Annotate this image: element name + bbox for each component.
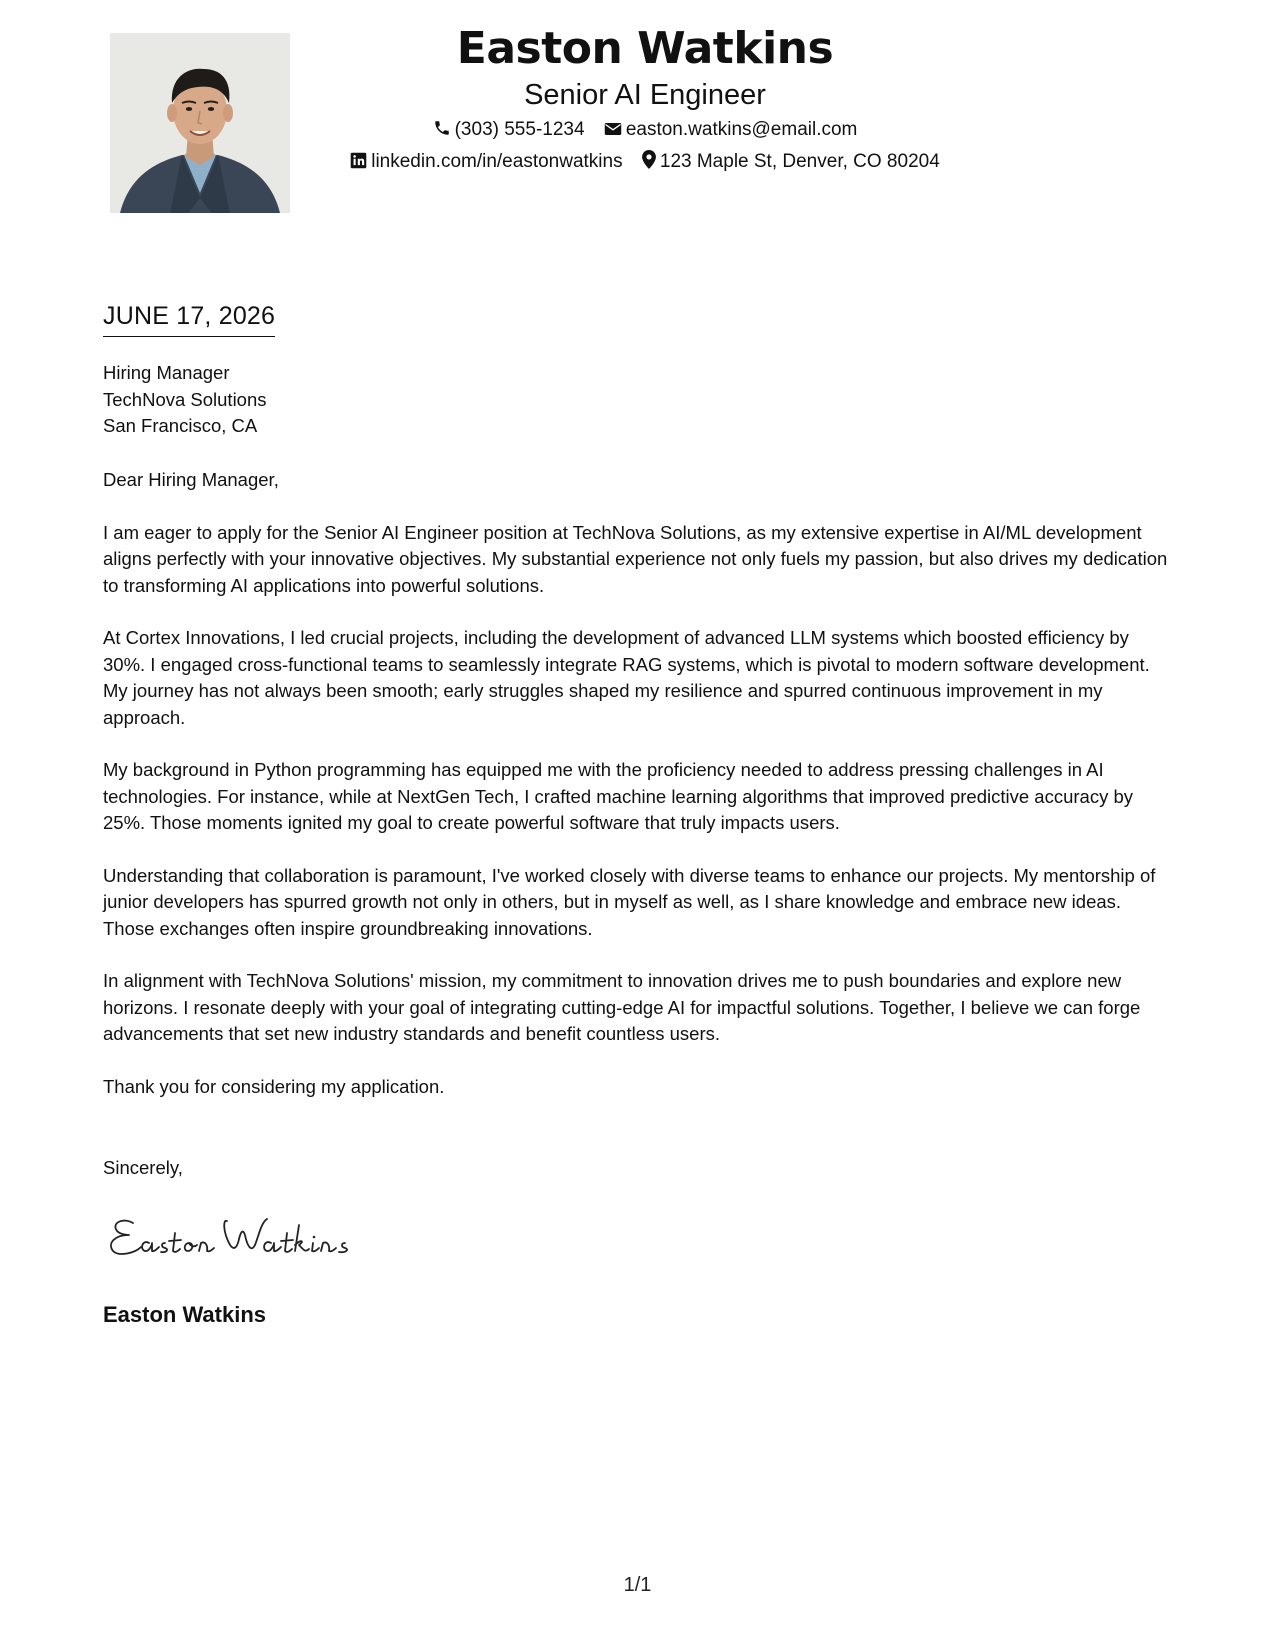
body-paragraph: In alignment with TechNova Solutions' mission, my commitment to innovation drives me to push boundaries and explore new horizons. I resonate deeply with your goal of integrating cutting-edge AI for impactful solutions. Together, I believe we can forge advancements that set new industry standards and benefit countless users. (103, 970, 1141, 1044)
envelope-icon (604, 120, 622, 144)
phone-contact[interactable] (433, 118, 585, 144)
signer-name: Easton Watkins (103, 1302, 266, 1327)
phone-icon (433, 119, 451, 144)
contact-row-secondary (290, 150, 1000, 176)
body-paragraph: Thank you for considering my application. (103, 1075, 445, 1097)
letter-body (103, 467, 1173, 1126)
applicant-title: Senior AI Engineer (524, 79, 766, 111)
map-marker-icon (642, 150, 656, 176)
salutation: Dear Hiring Manager, (103, 469, 279, 490)
header (290, 20, 1000, 176)
body-paragraph: At Cortex Innovations, I led crucial projects, including the development of advanced LLM systems which boosted efficiency by 30%. I engaged cross-functional teams to seamlessly integrate RAG systems, which is pivotal to modern software development. My journey has not always been smooth; early struggles shaped my resilience and spurred continuous improvement in my approach. (103, 627, 1150, 728)
handwritten-signature (105, 1205, 365, 1265)
contact-row-primary (290, 118, 1000, 144)
body-paragraph: My background in Python programming has equipped me with the proficiency needed to address pressing challenges in AI technologies. For instance, while at NextGen Tech, I crafted machine learning algorithms that improved predictive accuracy by 25%. Those moments ignited my goal to create powerful software that truly impacts users. (103, 759, 1134, 833)
address-text: 123 Maple St, Denver, CO 80204 (659, 151, 940, 172)
recipient-line: TechNova Solutions (103, 388, 267, 410)
body-paragraph: Understanding that collaboration is paramount, I've worked closely with diverse teams to enhance our projects. My mentorship of junior developers has spurred growth not only in others, but in myself as well, as I share knowledge and embrace new ideas. Those exchanges often inspire groundbreaking innovations. (103, 864, 1156, 939)
letter-date: JUNE 17, 2026 (103, 300, 275, 337)
linkedin-icon (350, 152, 367, 176)
body-paragraph: I am eager to apply for the Senior AI Engineer position at TechNova Solutions, as my extensive expertise in AI/ML development aligns perfectly with your innovative objectives. My substantial experience not only fuels my passion, but also drives my dedication to transforming AI applications into powerful solutions. (103, 521, 1168, 596)
email-contact[interactable] (604, 118, 858, 144)
linkedin-contact[interactable] (350, 150, 622, 176)
applicant-name: Easton Watkins (456, 23, 834, 74)
profile-photo (110, 33, 290, 213)
page-number: 1/1 (623, 1574, 652, 1596)
linkedin-text: linkedin.com/in/eastonwatkins (371, 151, 623, 172)
address-contact (642, 150, 940, 176)
recipient-block (103, 360, 267, 440)
email-text: easton.watkins@email.com (625, 119, 858, 140)
phone-text: (303) 555-1234 (454, 119, 585, 140)
recipient-line: San Francisco, CA (103, 415, 258, 436)
closing: Sincerely, (103, 1157, 183, 1178)
recipient-line: Hiring Manager (103, 362, 230, 383)
